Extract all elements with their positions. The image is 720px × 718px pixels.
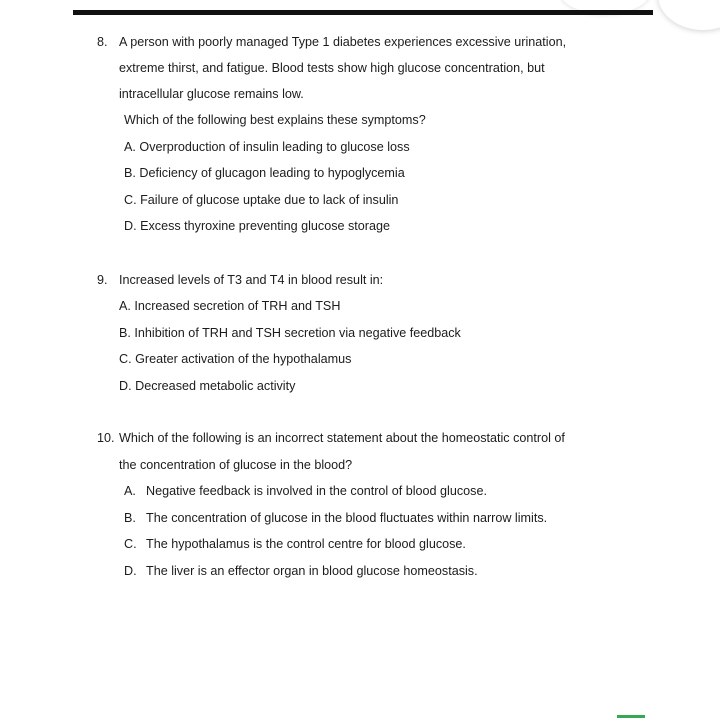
page-top-rule <box>73 10 653 15</box>
question-stem-line: extreme thirst, and fatigue. Blood tests show high glucose concentration, but <box>119 61 545 75</box>
option-d[interactable]: D. Excess thyroxine preventing glucose storage <box>124 219 391 233</box>
option-letter: B. <box>124 511 136 525</box>
option-text: The hypothalamus is the control centre for blood glucose. <box>146 537 466 551</box>
question-stem-line: intracellular glucose remains low. <box>119 87 304 101</box>
question-number: 8. <box>97 35 108 49</box>
option-letter: A. <box>124 484 136 498</box>
question-stem-line: A person with poorly managed Type 1 diabetes experiences excessive urination, <box>119 35 567 49</box>
question-number: 9. <box>97 273 108 287</box>
question-prompt: Which of the following best explains these symptoms? <box>124 113 426 127</box>
option-c[interactable]: C. Failure of glucose uptake due to lack of insulin <box>124 193 399 207</box>
option-b[interactable]: B. Inhibition of TRH and TSH secretion via negative feedback <box>119 326 461 340</box>
question-stem-line: Increased levels of T3 and T4 in blood result in: <box>119 273 384 287</box>
option-text: Negative feedback is involved in the control of blood glucose. <box>146 484 487 498</box>
option-c[interactable]: C. Greater activation of the hypothalamus <box>119 352 352 366</box>
option-d[interactable]: D. Decreased metabolic activity <box>119 379 296 393</box>
option-a[interactable]: A. Increased secretion of TRH and TSH <box>119 299 341 313</box>
question-stem-line: Which of the following is an incorrect statement about the homeostatic control of <box>119 431 565 445</box>
option-letter: D. <box>124 564 137 578</box>
option-text: The concentration of glucose in the blood fluctuates within narrow limits. <box>146 511 548 525</box>
option-text: The liver is an effector organ in blood glucose homeostasis. <box>146 564 478 578</box>
option-a[interactable]: A. Overproduction of insulin leading to glucose loss <box>124 140 410 154</box>
question-stem-line: the concentration of glucose in the blood? <box>119 458 353 472</box>
option-b[interactable]: B. Deficiency of glucagon leading to hypoglycemia <box>124 166 405 180</box>
question-number: 10. <box>97 431 115 445</box>
floating-action-button[interactable] <box>658 0 720 30</box>
option-letter: C. <box>124 537 137 551</box>
